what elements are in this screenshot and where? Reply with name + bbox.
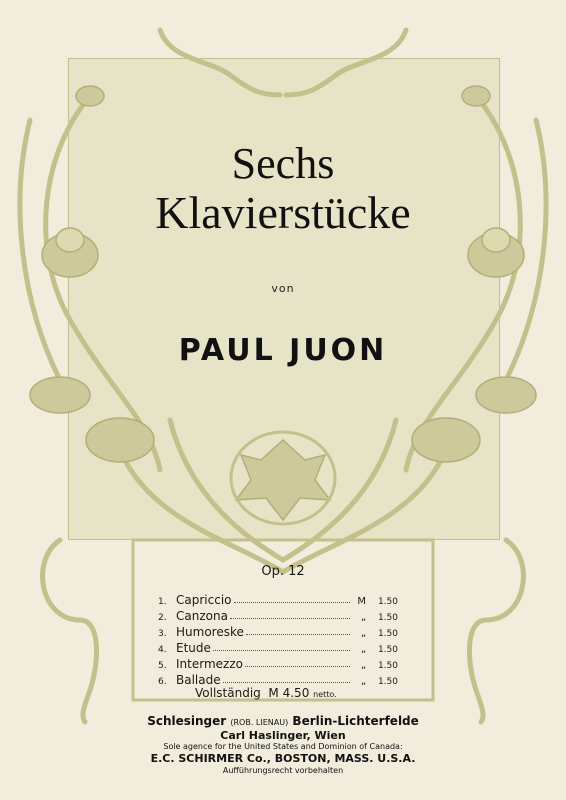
piece-number: 2. (158, 613, 167, 623)
piece-title: Humoreske (176, 625, 244, 639)
title-line-2: Klavierstücke (155, 187, 411, 238)
title-line-1: Sechs (231, 139, 335, 188)
publisher-city: Berlin-Lichterfelde (292, 714, 419, 728)
list-item (158, 607, 398, 623)
publisher-name: Schlesinger (147, 714, 227, 728)
piece-title: Canzona (176, 609, 228, 623)
complete-label: Vollständig (195, 686, 261, 700)
piece-title: Intermezzo (176, 657, 243, 671)
list-item (158, 655, 398, 671)
leader-dots (245, 666, 350, 667)
piece-price: 1.50 (377, 597, 398, 607)
piece-number: 6. (158, 677, 167, 687)
currency-mark: „ (360, 644, 366, 655)
leader-dots (230, 618, 350, 619)
piece-price: 1.50 (377, 629, 398, 639)
piece-price: 1.50 (377, 661, 398, 671)
list-item (158, 623, 398, 639)
publisher-line-1 (0, 714, 566, 728)
piece-title: Etude (176, 641, 211, 655)
rights-notice: Aufführungsrecht vorbehalten (222, 766, 344, 775)
opus-number: Op. 12 (261, 564, 305, 579)
complete-price: 4.50 (282, 686, 310, 700)
complete-note: netto. (313, 690, 337, 699)
piece-number: 1. (158, 597, 167, 607)
complete-mark: M (268, 686, 279, 700)
piece-price: 1.50 (377, 645, 398, 655)
piece-number: 5. (158, 661, 167, 671)
leader-dots (234, 602, 351, 603)
piece-title: Ballade (176, 673, 221, 687)
currency-mark: „ (360, 628, 366, 639)
list-item (158, 591, 398, 607)
piece-price: 1.50 (377, 613, 398, 623)
list-item (158, 671, 398, 687)
piece-number: 3. (158, 629, 167, 639)
publisher-line-2: Carl Haslinger, Wien (220, 729, 346, 742)
piece-price: 1.50 (377, 677, 398, 687)
composer-name: PAUL JUON (178, 333, 388, 368)
piece-title: Capriccio (176, 593, 232, 607)
publisher-line-4: E.C. SCHIRMER Co., BOSTON, MASS. U.S.A. (150, 752, 416, 765)
leader-dots (246, 634, 350, 635)
piece-number: 4. (158, 645, 167, 655)
contents-list (158, 591, 398, 687)
leader-dots (223, 682, 350, 683)
by-label: von (271, 282, 295, 295)
currency-mark: „ (360, 612, 366, 623)
currency-mark: M (357, 596, 366, 607)
complete-edition-price (195, 686, 337, 700)
publisher-line-3: Sole agence for the United States and Dominion of Canada: (163, 742, 403, 751)
currency-mark: „ (360, 676, 366, 687)
currency-mark: „ (360, 660, 366, 671)
leader-dots (213, 650, 350, 651)
list-item (158, 639, 398, 655)
publisher-owner: (ROB. LIENAU) (230, 718, 289, 727)
